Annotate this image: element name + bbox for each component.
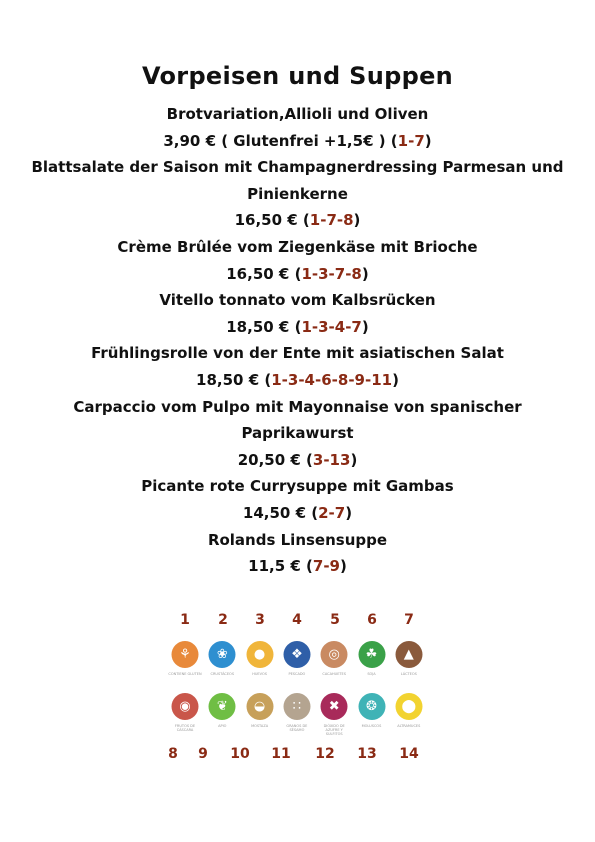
allergen-number: 2 (218, 612, 228, 628)
fish-icon: ❖ (283, 641, 310, 668)
menu-item (0, 101, 595, 154)
dish-price: 18,50 € (1-3-4-6-8-9-11) (196, 370, 399, 389)
allergen-caption: SOJA (367, 672, 376, 676)
allergen-number: 11 (271, 746, 291, 762)
allergen-number: 7 (404, 612, 414, 628)
menu-item (0, 340, 595, 393)
dish-name: Vitello tonnato vom Kalbsrücken (159, 291, 436, 310)
allergen-numbers-bottom (165, 746, 435, 766)
allergen-codes: 1-3-4-7 (301, 317, 362, 336)
dish-name: Blattsalate der Saison mit Champagnerdressing Parmesan und (31, 158, 564, 177)
allergen-number: 9 (198, 746, 208, 762)
menu-item (0, 154, 595, 234)
dish-price: 16,50 € (1-3-7-8) (226, 264, 369, 283)
allergen-caption: CRUSTÁCEOS (210, 672, 235, 676)
allergen-caption: ALTRAMUCES (397, 724, 421, 728)
allergen-legend (165, 608, 435, 768)
allergen-number: 10 (230, 746, 250, 762)
dish-name: Frühlingsrolle von der Ente mit asiatischen Salat (91, 344, 504, 363)
dish-name: Crème Brûlée vom Ziegenkäse mit Brioche (117, 237, 478, 256)
allergen-number: 12 (315, 746, 335, 762)
allergen-codes: 2-7 (318, 503, 346, 522)
celery-icon: ❦ (209, 693, 236, 720)
allergen-number: 14 (399, 746, 419, 762)
dish-price: 20,50 € (3-13) (237, 450, 358, 469)
allergen-caption: MOLUSCOS (361, 724, 382, 728)
allergen-icons-top (165, 641, 435, 676)
sulphite-icon: ✖ (321, 693, 348, 720)
milk-jug-icon: ▲ (395, 641, 422, 668)
allergen-caption: APIO (218, 724, 227, 728)
page-title: Vorpeisen und Suppen (141, 62, 454, 90)
allergen-icons-bottom (165, 693, 435, 736)
allergen-caption: GRANOS DE SÉSAMO (286, 724, 308, 732)
menu-item (0, 394, 595, 474)
menu-item (0, 234, 595, 287)
dish-price: 18,50 € (1-3-4-7) (226, 317, 369, 336)
allergen-number: 5 (330, 612, 340, 628)
allergen-codes: 1-7 (397, 131, 425, 150)
wheat-icon: ⚘ (172, 641, 199, 668)
dish-name-cont: Paprikawurst (241, 424, 354, 443)
allergen-caption: CONTIENE GLUTEN (168, 672, 202, 676)
allergen-number: 8 (168, 746, 178, 762)
menu-item (0, 527, 595, 580)
dish-price: 3,90 € ( Glutenfrei +1,5€ ) (1-7) (163, 131, 432, 150)
peanut-icon: ◎ (321, 641, 348, 668)
dish-name: Brotvariation,Allioli und Oliven (166, 105, 429, 123)
allergen-number: 4 (292, 612, 302, 628)
allergen-caption: CACAHUETES (322, 672, 346, 676)
allergen-caption: FRUTOS DE CÁSCARA (174, 724, 196, 732)
lupin-icon: ⬤ (395, 693, 422, 720)
dish-price: 11,5 € (7-9) (248, 557, 347, 576)
dish-price: 16,50 € (1-7-8) (234, 211, 361, 230)
egg-icon: ● (246, 641, 273, 668)
allergen-caption: DIÓXIDO DE AZUFRE Y SULFITOS (323, 724, 345, 736)
allergen-codes: 1-3-7-8 (301, 264, 362, 283)
allergen-caption: HUEVOS (252, 672, 267, 676)
allergen-codes: 1-3-4-6-8-9-11 (271, 370, 393, 389)
allergen-number: 3 (255, 612, 265, 628)
crab-icon: ❀ (209, 641, 236, 668)
sesame-icon: ∷ (283, 693, 310, 720)
menu-list (0, 101, 595, 580)
soy-icon: ☘ (358, 641, 385, 668)
menu-item (0, 473, 595, 526)
allergen-numbers-top (165, 612, 435, 632)
allergen-number: 13 (357, 746, 377, 762)
dish-name-cont: Pinienkerne (247, 184, 348, 203)
dish-price: 14,50 € (2-7) (242, 503, 353, 522)
dish-name: Picante rote Currysuppe mit Gambas (141, 477, 454, 496)
dish-name: Rolands Linsensuppe (207, 530, 388, 549)
allergen-codes: 3-13 (312, 450, 351, 469)
allergen-number: 6 (367, 612, 377, 628)
allergen-number: 1 (180, 612, 190, 628)
mollusc-icon: ❂ (358, 693, 385, 720)
allergen-caption: PESCADO (288, 672, 306, 676)
dish-name: Carpaccio vom Pulpo mit Mayonnaise von spanischer (73, 397, 522, 416)
mustard-icon: ◒ (246, 693, 273, 720)
allergen-codes: 1-7-8 (309, 211, 354, 230)
menu-item (0, 287, 595, 340)
allergen-caption: LÁCTEOS (400, 672, 417, 676)
allergen-codes: 7-9 (312, 557, 340, 576)
allergen-caption: MOSTAZA (251, 724, 269, 728)
nut-icon: ◉ (172, 693, 199, 720)
